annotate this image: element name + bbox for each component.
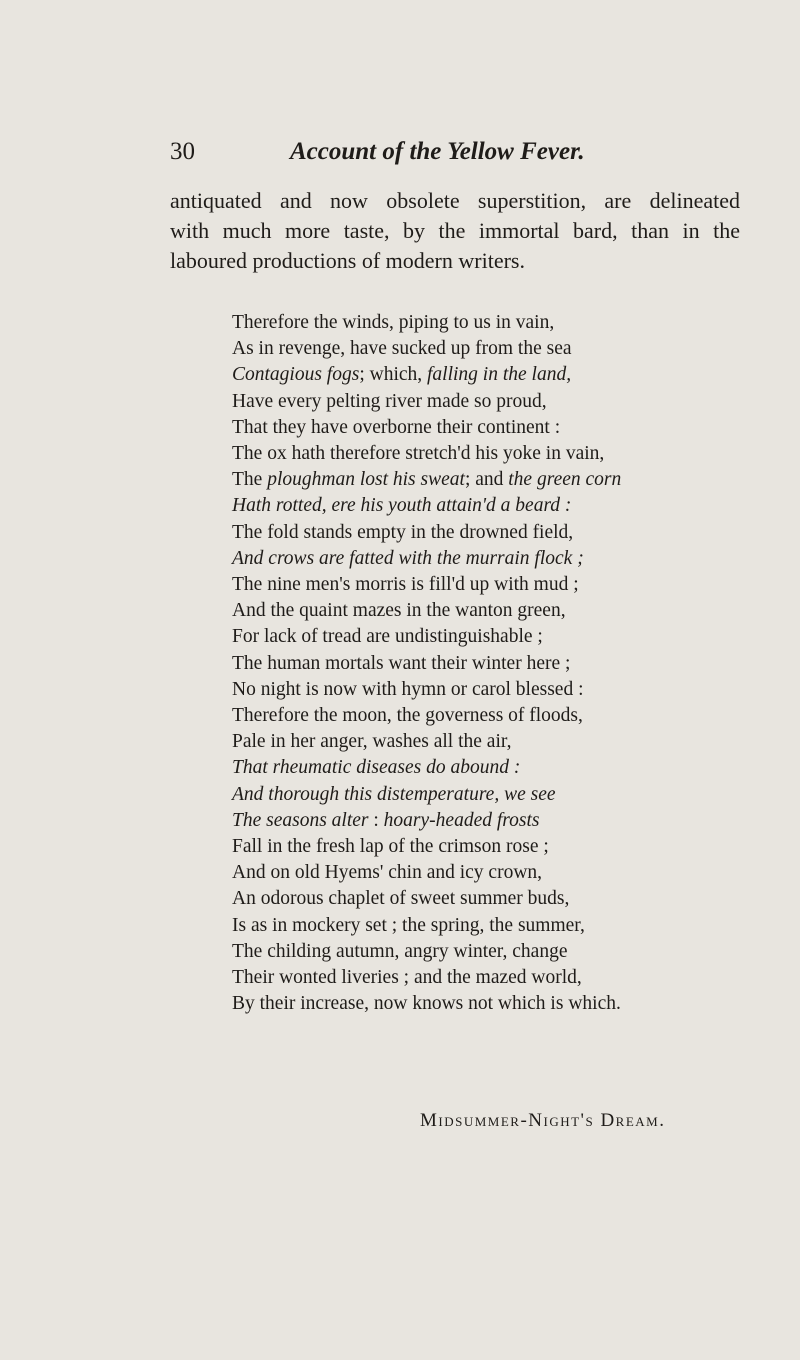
poem-line xyxy=(232,441,752,467)
running-title: Account of the Yellow Fever. xyxy=(290,138,585,165)
poem-line xyxy=(232,913,752,939)
poem-line-segment: Therefore the winds, piping to us in vain, xyxy=(232,312,555,333)
poem-line-segment: Is as in mockery set ; the spring, the summer, xyxy=(232,914,585,936)
poem-line-segment: For lack of tread are undistinguishable ; xyxy=(232,626,543,648)
poem-line xyxy=(232,624,752,650)
poem-line xyxy=(232,310,752,336)
poem-line-segment: The seasons alter xyxy=(232,809,369,831)
poem-line-segment: Have every pelting river made so proud, xyxy=(232,390,547,412)
poem-line-segment: Pale in her anger, washes all the air, xyxy=(232,731,512,753)
poem-line-segment: Contagious fogs xyxy=(232,364,360,386)
poem-line-segment: Hath rotted, ere his youth attain'd a beard : xyxy=(232,495,572,517)
poem-line xyxy=(232,651,752,677)
poem-line-segment: The ox hath therefore stretch'd his yoke in vain, xyxy=(232,443,605,465)
poem-line-segment: The fold stands empty in the drowned field, xyxy=(232,521,574,543)
poem-line xyxy=(232,755,752,781)
poem-line-segment: And on old Hyems' chin and icy crown, xyxy=(232,862,543,884)
poem-line-segment: ploughman lost his sweat xyxy=(267,469,465,491)
poem-line xyxy=(232,520,752,546)
poem-line xyxy=(232,939,752,965)
poem-line-segment: The xyxy=(232,469,268,491)
poem-line xyxy=(232,808,752,834)
poem-line xyxy=(232,965,752,991)
poem-line xyxy=(232,467,752,493)
prose-paragraph xyxy=(170,186,740,276)
poem-quotation xyxy=(232,310,752,1017)
poem-line-segment: The childing autumn, angry winter, change xyxy=(232,940,568,962)
poem-line xyxy=(232,389,752,415)
poem-line-segment: The nine men's morris is fill'd up with mud ; xyxy=(232,574,579,596)
poem-line-segment: The human mortals want their winter here ; xyxy=(232,652,571,674)
page-number: 30 xyxy=(170,138,195,165)
poem-line-segment: And the quaint mazes in the wanton green, xyxy=(232,600,566,622)
poem-line-segment: By their increase, now knows not which is which. xyxy=(232,993,621,1015)
poem-line xyxy=(232,493,752,519)
prose-line: antiquated and now obsolete superstition, are delineated xyxy=(170,188,740,213)
poem-line xyxy=(232,362,752,388)
poem-line xyxy=(232,677,752,703)
poem-line-segment: Therefore the moon, the governess of floods, xyxy=(232,705,583,727)
poem-line-segment: That they have overborne their continent : xyxy=(232,416,561,438)
page-header xyxy=(170,138,730,178)
quotation-attribution: Midsummer-Night's Dream. xyxy=(420,1110,666,1131)
poem-line xyxy=(232,546,752,572)
poem-line-segment: the green corn xyxy=(508,469,622,491)
poem-line xyxy=(232,572,752,598)
poem-line xyxy=(232,834,752,860)
poem-line xyxy=(232,782,752,808)
poem-line-segment: An odorous chaplet of sweet summer buds, xyxy=(232,888,570,910)
poem-line-segment: falling in the land, xyxy=(427,364,572,386)
poem-line xyxy=(232,703,752,729)
poem-line xyxy=(232,886,752,912)
poem-line-segment: ; and xyxy=(464,469,509,491)
prose-line: with much more taste, by the immortal bard, than in the xyxy=(170,218,740,243)
poem-line xyxy=(232,415,752,441)
poem-line-segment: ; which, xyxy=(359,364,428,386)
poem-line-segment: As in revenge, have sucked up from the sea xyxy=(232,338,572,360)
poem-line xyxy=(232,991,752,1017)
poem-line-segment: Their wonted liveries ; and the mazed world, xyxy=(232,967,582,989)
poem-line xyxy=(232,729,752,755)
poem-line-segment: : xyxy=(368,809,384,831)
poem-line-segment: Fall in the fresh lap of the crimson rose ; xyxy=(232,836,549,858)
poem-line-segment: hoary-headed frosts xyxy=(383,809,540,831)
poem-line xyxy=(232,336,752,362)
poem-line-segment: No night is now with hymn or carol blessed : xyxy=(232,678,584,700)
poem-line xyxy=(232,598,752,624)
prose-line: laboured productions of modern writers. xyxy=(170,248,525,273)
poem-line-segment: That rheumatic diseases do abound : xyxy=(232,757,521,779)
poem-line xyxy=(232,860,752,886)
poem-line-segment: And thorough this distemperature, we see xyxy=(232,783,556,805)
poem-line-segment: And crows are fatted with the murrain flock ; xyxy=(232,547,584,569)
